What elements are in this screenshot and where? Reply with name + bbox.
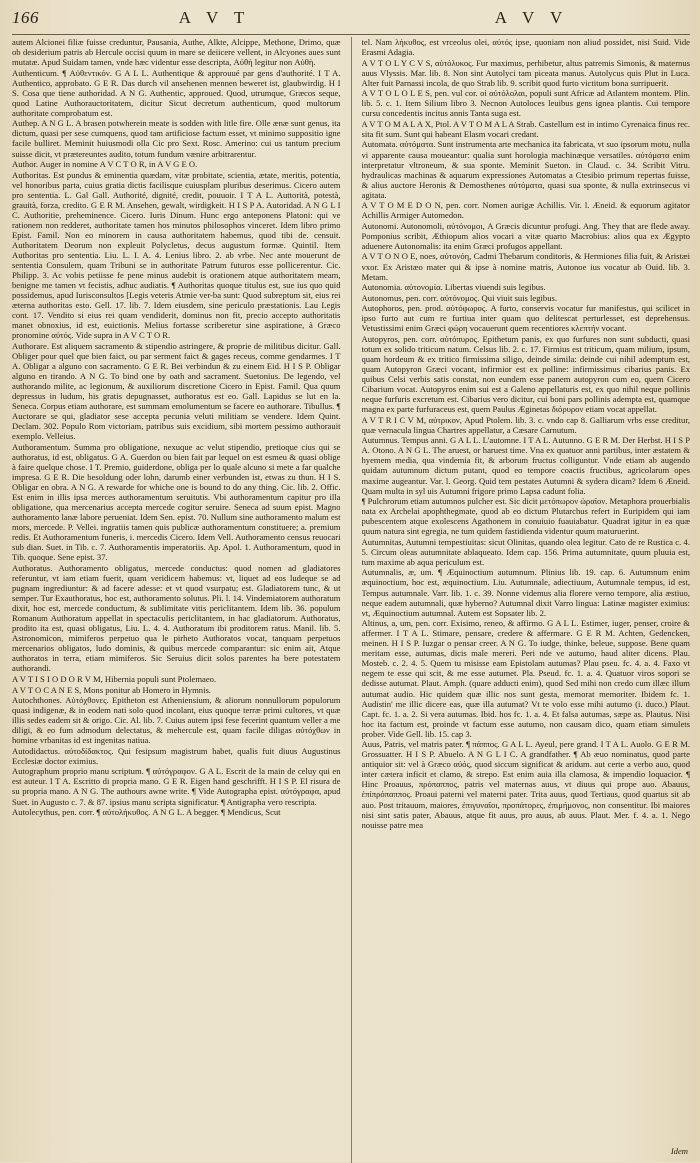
dictionary-entry: Autumnalis, æ, um. ¶ Æquinoctium autumnum. Plinius lib. 19. cap. 6. Autumnum enim æquinoctium, hoc est, æquinoctium. Liu. Autumnale, adiectiuum, Autumnale tempus, id est, Tempus autumnale. Varr. lib. 1. c. 39. Nonne videmus alia florere verno tempore, alia æstiuo, neque eadem autumnali, quæ hyberno? Autumnal dixit Varro lingua: Latinæ magister eximius: vt, Æquinoctium autumnal. Autem est Sopsater lib. 2.: [361, 567, 690, 618]
dictionary-entry: Autonomus, pen. corr. αὐτόνομος. Qui viuit suis legibus.: [361, 292, 557, 303]
dictionary-entry: A V T O L O L E S, pen. vul cor. οἱ αὐτόλολαι, populi sunt Africæ ad Atlantem montem. Plin. lib. 5. c. 1. Item Silium libro 3. Necnon Autoloces leuibus gens ignea plantis. Cui tempore cursu concedentis incitus annis Tanta suga est.: [361, 88, 690, 119]
running-head-right: A V V: [494, 8, 569, 27]
dictionary-entry: Autumnitas, Autumni tempestiuitas: sicut Olinitas, quando olea legitur. Cato de re Rustica c. 4. 5. Circum oleas autumnitate ablaqueato. Idem cap. 156. Prima autumnitate, quum pluuia est, tum maxime ab aqua periculum est.: [361, 536, 690, 567]
dictionary-entry: A V T O L Y C V S, αὐτόλυκος. Fur maximus, perhibetur, altus patremis Simonis, & maternus auus Vlyssis. Mar. lib. 8. Non sint Autolyci tam piceata manus. Autolycus quis Plut in Luca. Alter fuit Parnassi incola, de quo Strab lib. 9. scribit quod furto victitum bona surripuerit.: [361, 57, 690, 88]
dictionary-entry: A V T O N O E, noes, αὐτονόη, Cadmi Thebarum conditoris, & Hermiones filia fuit, & Aristæi vxor. Ex Aristæo mater qui & ipse à nomine matris, Autonoe ius vocatur ab Ouid. lib. 3. Metam.: [361, 251, 690, 282]
dictionary-entry: Autonomia. αὐτονομία. Libertas viuendi suis legibus.: [361, 282, 546, 293]
page-header: [12, 8, 690, 34]
page-number: 166: [12, 8, 39, 27]
dictionary-entry: Auus, Patris, vel matris pater. ¶ πάππος. G A L L. Ayeul, pere grand. I T A L. Auolo. G E R M. Grossuatter. H I S P. Abuelo. A N G L I C. A grandfather. ¶ Ab æuo nominatus, quod parte antiquior sit: vel à Græco αὐός, quod siccum significat & aridum. aut certe a verbo auo, quod inter cætera inficit et clamo, & strepo. Est enim auia illa clamosa, & impendio loquacior. ¶ Hinc Proauus, πρόπαππος, patris vel maternas auus, vt diuus qui prope auo. Abauus, ἐπίπρόπαππος. Proaui paterni vel materni pater. Trita auus, quod Tertiaus, quod quartus sit ab auo. Post tritauum, maiores, ἐπιγυναῖοι, προπάτορες, ἐπιμήμονος, non consentitur. Ibi maiores nisi sint satis pater, Abauus, atque fit auus, pro auus, ab auus. Plaut. Mer. f. 4. a. 1. Nego nouisse patre mea: [361, 739, 690, 830]
dictionary-entry: Authenticum. ¶ Αὐθεντικόν. G A L L. Authentique & approuué par gens d'authorité. I T A. Authentico, approbato. G E R. Das durch vil ansehenen mennen beweret ist, glaubwirdig. H I S. Cosa que tiene authoridad. A N G. Authentic, approued. Quod, utrumque, Græcos seque, quod Latine Authorauctoritatem, dicitur Sicut decretum authenticum, quod multorum authoritate comprobatum est.: [12, 67, 341, 118]
dictionary-entry: Automata. αὐτόματα. Sunt instrumenta arte mechanica ita fabricata, vt suo ipsorum motu, nulla vi apparente causa moueantur: qualia sunt horologia machinæque versatiles. αὐτόματα enim interpretatur vltroneum, & sua sponte. Meminit Sueton. in Claud. c. 34. Scribit Vitru. hydraulicas machinas & aquarum expressiones Automatas a Ctesibio primum repertas fuisse, & alius auctore Heronis & Demosthenes αὐτόματα, quasi sua sponte, & nulla extrinsecus vi agitata.: [361, 139, 690, 200]
dictionary-entry: A V T O C A N E S, Mons ponitur ab Homero in Hymnis.: [12, 684, 211, 695]
dictionary-entry: Autochthones. Αὐτόχθονες. Epitheton est Atheniensium, & aliorum nonnullorum populorum quasi indigenæ, & in eodem nati solo quod incolant, eius quoque terræ primi cultores, vt quæ illis sedes eadem sit & origo. Cic. Al. lib. 7. Cuius autem ipsi fese fecerint quantum veller a me diligi, & eo fum admodum delectatus, & mehercule est, quam facile diligas αὐτόχθων in homine vrbanitas id est ingenitas natiua.: [12, 695, 341, 746]
two-column-body: [12, 37, 690, 1163]
dictionary-entry: Authoritas. Est pundus & eminentia quædam, vitæ probitate, scientia, ætate, meritis, potentia, vel honoribus parta, cuius gratia dictis facilisque cuiusplam pluribus deserimus. Cicero autem pro sententia. L. Gal Gall. Authorité, dignité, credit, pouuoir. I T A L. Auttorità, potestà, grauità, forza, credito. G E R M. Ansehen, gewalt, wirdigkeit. H I S P A. Autoridad. A N G L I C. Authoritie, preheminence. Cicero. Iuris Dinum. Hunc ergo anteponens Platoni: qui ve rationem non redderet, authoritate tamen hos minutos philosophos vinceret. Idem libro primo Epist. Famil. Non eo minorem in causa authoritatem habemus, quod tibi de. censuit. Authoritatem Deorum non expleuit Polycletus, decus augustum formæ. Quintil. Item Authoritas pro sententia. Liu. L. I. A. 4. Lenius libro. 2. ab vrbe. Nec ante mouerunt de sententia Consulem, quam Tribuni se in authoritate Patrum futuros esse pollicerentur. Cic. Philipp. 3. Ac vobis petiisse fe pene minus audebit is orationem atque authoritatem meam, benigne me tamen vt fecistis, adhuc audiatis. ¶ Authoritas quoque titulus est, sue ius quo quid possidemus, apud Iurisconsultos [Legis veteris Atmie ver-ba sunt: Quod subreptum sit, eius rei æterna authoritas esto. Gell. 17. lib. 7. Idem eiusdem, sine periculo præstationis. Lau Legis cont. 17. Vendito si eius rei quam vendiderit, dominus non fit, precio accepto authoritatis manet obnoxius, id est, euictionis. Melius fortasse scriberetur sine aspiratione, à Græco pronomine αὐτός. Vide supra in A V C T O R.: [12, 169, 341, 341]
dictionary-entry: Autodidactus. αὐτοδίδακτος. Qui fesipsum magistrum habet, qualis fuit diuus Augustinus Ecclesiæ doctor eximius.: [12, 745, 341, 766]
dictionary-entry: autem Alcionei filiæ fuisse creduntur, Pausania, Authe, Alkte, Alcippe, Methone, Drimo, quæ ob desiderium patris ab Hercule occisi quum in mare se deiicere vellent, in Alcyones aues sunt mutatæ. Apud Suidam tamen, vnde hæc videntur esse descripta, Αὐθὴ legitur non Αὐθὴ.: [12, 37, 341, 68]
dictionary-entry: Altinus, a, um, pen. corr. Exisimo, reneo, & affirmo. G A L L. Estimer, iuger, penser, croire & affermer. I T A L. Stimare, pensare, credere & affermare. G E R M. Achten, Gedencken, meinen. H I S P. Iuzgar o pensar creer. A N G. To iudge, thinke, beleue, suppose. Bene quam meritam esse, autumas, dicis male mereri. Peri nde ve autumo, haud aliter dicens. Plau. Mosteb. c. 2. 4. 5. Quem tu misisse eam Epistolam autumas? Plau pseu. fc. 4. a. 4. Faxo vt negem te esse qui scit, & me esse autumet. Pla. Pseud. fc. 1. a. 4. Quatuor viros sopori se dedisse autumat. Plaut. Amph. (quare adducti enim), quod Sed mihi non credo cum illæc illum autumat audio. Hic quidem quæ illic nos sunt gesta, memorat memoriter. Ibidem fc. 1. Audistin' me illic dicere eas, quæ illa autumat? Vt te volo esse mihi autumo (i. duco.) Plaut. Capt. fc. 1. a. 2. Si vera autumas. Ibid. hos fc. 1. a. 4. Et falsa autumas, sæpe as. Plautus. Nisi hoc ita factum est, proinde vt factum esse autumo, non causam dico, quam etiam simulets prober. Vide Gell. lib. 15. cap 3.: [361, 618, 690, 739]
dictionary-entry: A V T I S I O D O R V M, Hibernia populi sunt Ptolemaeo.: [12, 673, 217, 684]
dictionary-entry: Autonomi. Autonomoli, αὐτόνομοι, A Græcis dicuntur profugi. Ang. They that are flede away. Pomponius scribit, Æthiopum alios vocari a vitæ quarto Macrobius: alios qua ex Ægypto aduenere Autonomalis: ita enim Græci profugos appellant.: [361, 220, 690, 251]
dictionary-entry: Autopyros, pen. corr. αὐτόπυρος. Epithetum panis, ex quo furfures non sunt subducti, quasi totum ex solido triticum natum. Celsus lib. 2. c. 17. Firmius est triticum, quam milium, ipsum, quam hordeum & ex tritico firmissima siligo, deinde simila: deinde cui nihil ademptum est, quam Autopyron Græci vocant, infirmior est ex polline: infirmissimus cibarius panis. Ex quibus Celsi verbis satis constat, non eundem esse panem autopyron cum eo, quem Cicero Cibarium vocat. Autopyros enim sui est a Galeno appellaturis est, ex quo nihil neque pollinis neque furfuris excretum est. Cibarius vero dicitur, cui boni pars pollinis adempta est, quamque magna ex parte furfuraceus est, quem Paulus Æginetas διόρυρον etiam vocat appellat.: [361, 333, 690, 415]
dictionary-entry: Authorare. Est aliquem sacramento & stipendio astringere, & proprie de militibus dicitur. Gall. Obliger pour quel que bien faict, ou par serment faict & gages receus, comme gendarmes. I T A. Obligar a alguno con sacramento. G E R. Bei verbindun & zu einem Eid. H I S P. Obligar alguno en tirando. A N G. To bind one by oath and sacrament. Suetonius. De legendo, vel authorando milite, ac legionum, & auxiliorum discretione Cicero in Epist. Famil. Qua quum depressus in ludum, his gratis depugnasset, authoratus est eo. Gall. Lapidus se lut en la. Seneca. Corpus etiam authorare, est summam emolumentum se facere eo authorare. Tibullus. ¶ Auctorare se qui, gladiator sese accepta pecunia veluti militiam se vendere. Idem Quint. Declam. 302. Populo Rom victoriam, patribus suis excidium, sibi mortem pessimo authorauit exemplo. Velleius.: [12, 340, 341, 442]
dictionary-entry: Autophoros, pen. prod. αὐτόφωρος. A furto, conservis vocatur fur manifestus, qui scilicet in ipso furto aut cum re furtiua inter quam quo delitescat perturlesset, est deprehensus. Vetustissimi enim Græci φώρη vocauerunt quem recentiores κλεπτήν vocant.: [361, 303, 690, 334]
running-head-left: A V T: [178, 8, 251, 27]
dictionary-entry: A V T O M A L A X, Ptol. A V T O M A L A Strab. Castellum est in intimo Cyrenaica finus rec. sita fit sum. Sunt qui habeant Elasm vocari credant.: [361, 118, 690, 139]
dictionary-entry: Autographum proprio manu scriptum. ¶ αὐτόγραφον. G A L. Escrit de la main de celuy qui en est auteur. I T A. Escritto di propria mano. G E R. Eigen hand geschrifft. H I S P. El risura de su propria mano. A N G. The authours awne write. ¶ Vide Autographa epist. αὐτόγραφα, apud Suet. in Augusto c. 7. & 87. ipsius manu scripta significatur. ¶ Antigrapha vero rescripta.: [12, 766, 341, 807]
column-divider: [351, 37, 352, 1163]
dictionary-entry: tel. Nam λήκυθος, est vrceolus olei, αὐτός ipse, quoniam non aliud possidet, nisi Suid. Vide Erasmi Adagia.: [361, 37, 690, 58]
header-rule: [12, 34, 690, 35]
dictionary-entry: Authep. A N G L. A brasen potwherein meate is sodden with litle fire. Olle ænæ sunt genus, ita dictum, quasi per sese cumquens, quod tam artificiose factum esset, vt minimo suppositio igne facile bulliret. Meminit huiusmodi olla Cic pro Sext. Rosc. Amerino: cui us tantum precium suisse dicit, vt prætereuntes audito, totum fundum vænire arbitrarentur.: [12, 118, 341, 159]
dictionary-entry: ¶ Pulchrorum etiam autumnos pulcher est. Sic dicit μετόπωρον ὡραῖον. Metaphora prouerbialis nata ex Archelai apophthegmate, quod ab eo dictum Plutarchus refert in Euripidem qui iam pubescentem atque exolescens Agathonem in conuiuio fuauiabatur. Quadrat igitur in ea quæ quum natura sint egregia, ne tum quidem fastidienda videntur quum maturuerint.: [361, 496, 690, 537]
dictionary-entry: A V T R I C V M, αὐτρικον, Apud Ptolem. lib. 3. c. vndo cap 8. Galliarum vrbs esse creditur, quæ vernacula lingua Chartres appellatur, a Cæsare Carnutum.: [361, 414, 690, 435]
right-column: [362, 37, 691, 1163]
left-column: [12, 37, 341, 1163]
dictionary-entry: Authoramentum. Summa pro obligatione, nexuque ac velut stipendio, pretioque cius qui se authoratus, id est, obligatus. G A. Guerdon ou bien fait par lequel on est esmeu & quasi oblige à faire quelque chose. I T. Premio, guiderdone, obliga per lo quale alcuno si mete a far qualche impresa. G E R. Die besoldung oder lohn, darumb einer verbunden ist, etwas zu thun. H I S. Obligar en obra. A N G. A rewarde for whiche one is bound to do any thing. Cic. lib. 2. Offic. Est enim in illis ipsa merces authoramentum seruitutis. Vbi authoramentum capitur pro illa obligatione, qua mercenarius accepta mercede cogitur seruire. Seneca ad suum epist. Magno authoramento lanæ labore perueniat. Idem Sen. epist. 70. Nullum sine authoramento malum est mors, mercede. P. Vellei. ingratiis tamen quis publicæ authoramentum constituere; a. premium redis. Et Authoramentum funeris, i. mercedis Cicero. Idem Vell. Authoramento census reuocari sub dian. Suet. in Tib. c. 7. Authoramentis imperatoriis. Ap. Apol. 1. Authoramentum, quod in Tib. quoque. Sene epist. 37.: [12, 441, 341, 563]
dictionary-entry: A V T O M E D O N, pen. corr. Nomen aurigæ Achillis. Vir. l. Æneid. & equorum agitator Achillis Armiger Automedon.: [361, 200, 690, 221]
dictionary-entry: Autolecythus, pen. corr. ¶ αὐτολήκυθος. A N G L. A begger. ¶ Mendicus, Scut: [12, 807, 281, 818]
dictionary-entry: Authoratus. Authoramento obligatus, mercede conductus: quod nomen ad gladiatores referuntur, vt iam etiam fuerit, quam veridicem habemus: vt, liquet ad eos ludeque se ad pugnam ingrediuntur: & ad facere adesse: et vt quod vsurpatu; est. Gladiatorem tunc, & ut semper. Tur Exauthoratus, hoc est, authoramento solutus. Pli. l. 14. Vindemiatorem authoratum dixit, hoc est, mercede conductum, & sublimitate vitis periclitantem. Idem lib. 36. populum Romanum Authoratum appellat in spectaculis periclitantem, in hac gladiatorum. Authoratus, prodito ita est, quasi obligatus, Liu. L. 4. 4. Authoratum ibi proditorem ratus. Manil. lib. 5. Astronomicon, mimiferos perpetuo qua le pirheto Authoratos vocat, tanquam perpetuos mercenarios obligatos, ludo dominis, & quibus mercede comparantur: sic enim ait, Atque authoratos in terra, etiam mimiferos. Sic Seruius dicit solos parentes ha bere potestatem authorandi.: [12, 562, 341, 674]
dictionary-entry: Author. Auger in nomine A V C T O R, in A V G E O.: [12, 159, 198, 170]
dictionary-entry: Autumnus. Tempus anni. G A L L. L'automne. I T A L. Autunno. G E R M. Der Herbst. H I S P A. Otono. A N G L. The aruest, or haruest time. Vna ex quatuor anni partibus, inter æstatem & hyemem media, qua vindemia fit, & arborum fructus colliguntur. Vnde etiam ab augendo quidam autumnum dictum putant, quod eo tempore coactis fructibus, agricolarum opes maxime augeantur. Var. l. Georg. Quid tem pestates Autumni & sydera dicam? Idem 6 Æneid. Quam multa in syl uis Autumni frigore primo Lapsa cadunt folia.: [361, 435, 690, 496]
catchword: Idem: [670, 1146, 688, 1156]
